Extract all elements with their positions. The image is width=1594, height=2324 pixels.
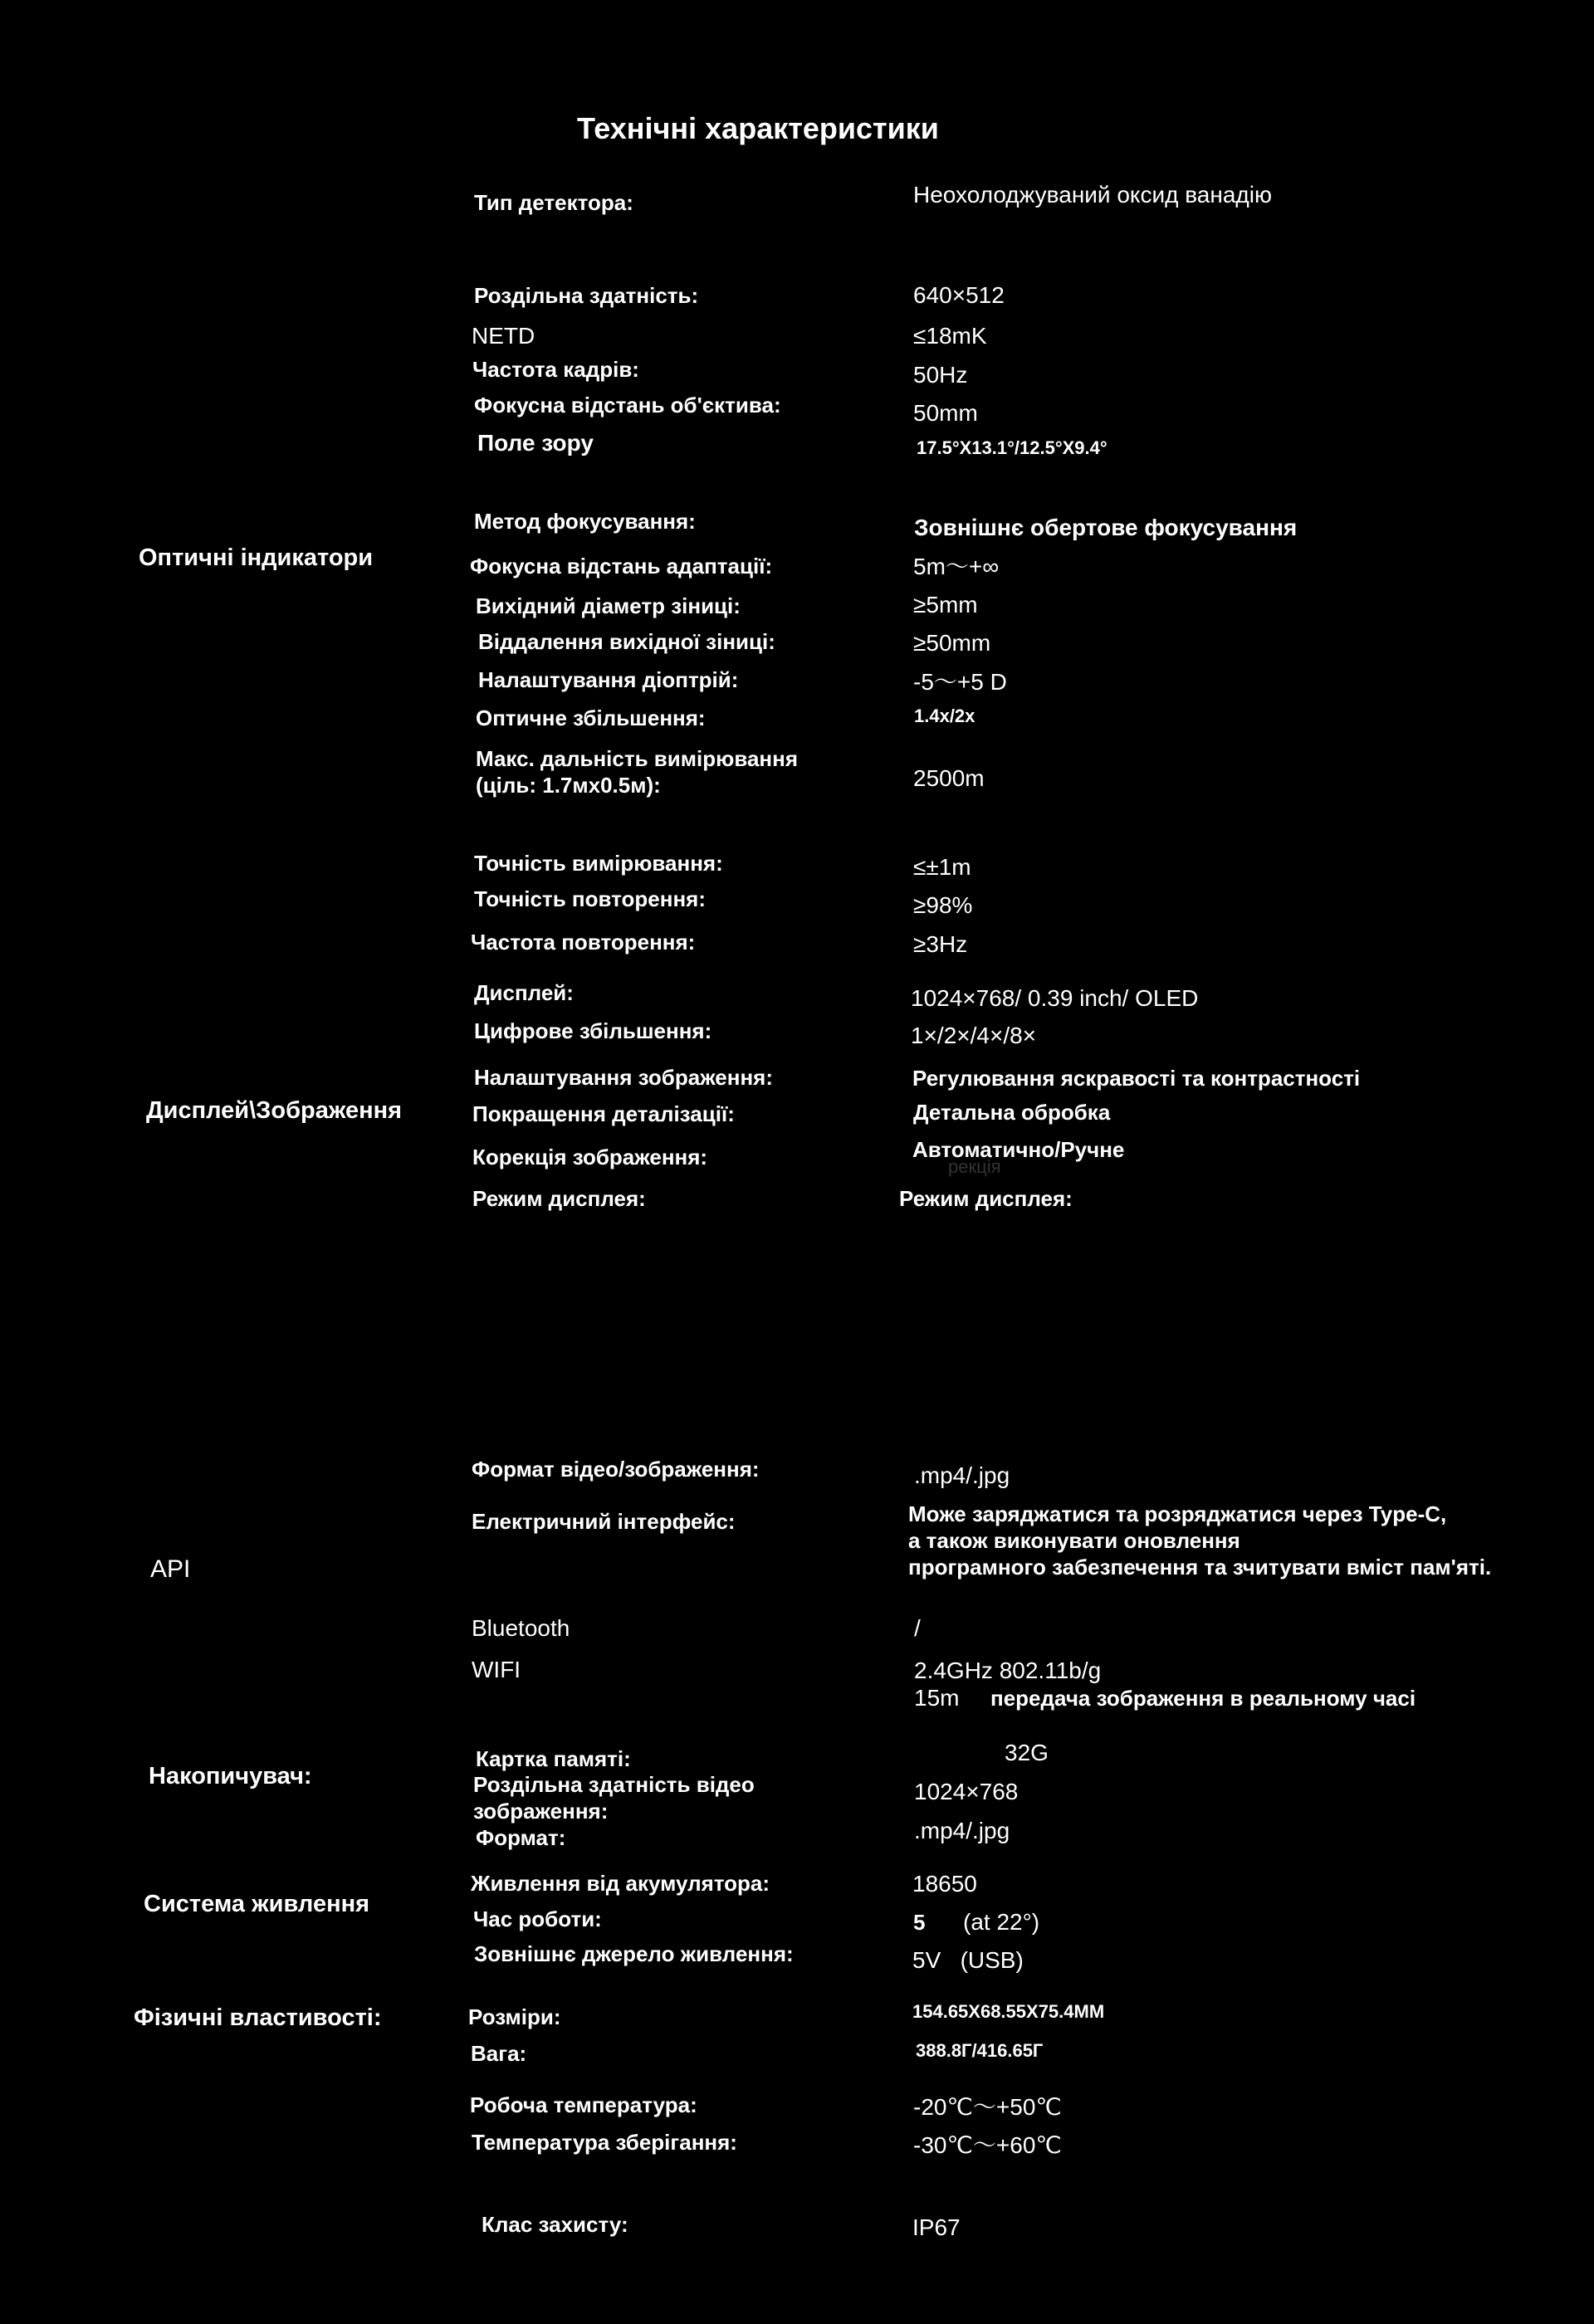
label-repeat-frequency: Частота повторення:	[471, 930, 696, 954]
label-resolution: Роздільна здатність:	[474, 283, 699, 308]
label-exit-pupil-relief: Віддалення вихідної зіниці:	[478, 629, 775, 654]
label-operating-temp: Робоча температура:	[470, 2092, 697, 2117]
label-optical-zoom: Оптичне збільшення:	[476, 706, 706, 730]
section-storage: Накопичувач:	[149, 1763, 312, 1789]
value-frame-rate: 50Hz	[913, 362, 968, 388]
section-power: Система живлення	[144, 1891, 370, 1917]
label-video-resolution: Роздільна здатність відео зображення:	[473, 1772, 755, 1824]
value-runtime-temp: (at 22°)	[963, 1909, 1040, 1935]
page-title: Технічні характеристики	[577, 111, 939, 145]
value-storage-temp: -30℃～+60℃	[913, 2132, 1062, 2158]
label-frame-rate: Частота кадрів:	[472, 357, 639, 382]
value-video-resolution: 1024×768	[914, 1779, 1019, 1804]
value-detector-type: Неохолоджуваний оксид ванадію	[913, 182, 1272, 208]
label-focal-length: Фокусна відстань об'єктива:	[474, 393, 781, 417]
label-digital-zoom: Цифрове збільшення:	[474, 1018, 712, 1043]
label-dimensions: Розміри:	[468, 2004, 561, 2029]
value-exit-pupil-diameter: ≥5mm	[913, 592, 978, 618]
value-wifi-range: 15m	[914, 1685, 960, 1711]
label-diopter: Налаштування діоптрій:	[478, 667, 739, 692]
value-netd: ≤18mK	[913, 323, 987, 349]
label-video-format: Формат відео/зображення:	[472, 1457, 760, 1482]
label-weight: Вага:	[471, 2041, 527, 2066]
value-display: 1024×768/ 0.39 inch/ OLED	[911, 985, 1199, 1011]
label-adapt-focus: Фокусна відстань адаптації:	[470, 554, 773, 579]
label-image-adjust: Налаштування зображення:	[474, 1065, 773, 1090]
value-electrical-interface: Може заряджатися та розряджатися через Type-C, а також виконувати оновлення програмного забезпечення та зчитувати вміст пам'яті.	[908, 1501, 1492, 1579]
value-resolution: 640×512	[913, 282, 1005, 308]
value-wifi: 2.4GHz 802.11b/g	[914, 1658, 1102, 1683]
value-dimensions: 154.65X68.55X75.4MM	[912, 2001, 1105, 2022]
section-optical: Оптичні індикатори	[139, 544, 374, 571]
label-repeat-accuracy: Точність повторення:	[474, 886, 706, 911]
label-battery: Живлення від акумулятора:	[471, 1871, 770, 1896]
label-exit-pupil-diameter: Вихідний діаметр зіниці:	[476, 593, 741, 618]
value-accuracy: ≤±1m	[913, 854, 971, 880]
value-fov: 17.5°X13.1°/12.5°X9.4°	[917, 437, 1107, 458]
value-format: .mp4/.jpg	[914, 1818, 1010, 1843]
label-protection-class: Клас захисту:	[482, 2212, 628, 2237]
value-weight: 388.8Г/416.65Г	[916, 2040, 1044, 2061]
value-diopter: -5～+5 D	[913, 669, 1007, 695]
value-digital-zoom: 1×/2×/4×/8×	[911, 1023, 1037, 1048]
value-battery: 18650	[912, 1871, 977, 1897]
value-display-mode: Режим дисплея:	[899, 1186, 1073, 1211]
value-external-power: 5V (USB)	[912, 1947, 1024, 1973]
label-focus-method: Метод фокусування:	[474, 509, 696, 534]
label-display-mode: Режим дисплея:	[472, 1186, 646, 1211]
label-bluetooth: Bluetooth	[472, 1615, 570, 1641]
image-correction-overlap-fragment: рекція	[948, 1156, 1001, 1177]
label-detail-enhance: Покращення деталізації:	[472, 1101, 735, 1126]
label-netd: NETD	[472, 323, 535, 349]
value-repeat-accuracy: ≥98%	[913, 892, 973, 918]
value-video-format: .mp4/.jpg	[914, 1462, 1010, 1488]
value-focal-length: 50mm	[913, 400, 978, 426]
label-fov: Поле зору	[477, 430, 594, 456]
section-display: Дисплей\Зображення	[146, 1097, 403, 1124]
value-detail-enhance: Детальна обробка	[913, 1100, 1111, 1125]
section-api: API	[150, 1555, 191, 1583]
label-image-correction: Корекція зображення:	[472, 1145, 708, 1169]
value-focus-method: Зовнішнє обертове фокусування	[914, 515, 1298, 540]
value-exit-pupil-relief: ≥50mm	[913, 630, 991, 656]
value-max-range: 2500m	[913, 765, 985, 791]
label-wifi: WIFI	[472, 1657, 521, 1682]
label-storage-temp: Температура зберігання:	[472, 2130, 737, 2155]
label-accuracy: Точність вимірювання:	[474, 851, 723, 876]
label-max-range: Макс. дальність вимірювання (ціль: 1.7мх0.5м):	[476, 746, 798, 798]
value-adapt-focus: 5m～+∞	[913, 554, 1000, 579]
label-format: Формат:	[476, 1825, 566, 1850]
label-electrical-interface: Електричний інтерфейс:	[472, 1509, 736, 1534]
value-memory-card: 32G	[1005, 1740, 1049, 1765]
label-memory-card: Картка памяті:	[476, 1746, 631, 1771]
value-bluetooth: /	[914, 1615, 921, 1641]
value-runtime: 5	[913, 1910, 926, 1935]
label-detector-type: Тип детектора:	[474, 190, 633, 215]
section-physical: Фізичні властивості:	[134, 2004, 382, 2031]
label-display: Дисплей:	[474, 980, 574, 1005]
value-operating-temp: -20℃～+50℃	[913, 2094, 1062, 2120]
value-wifi-realtime: передача зображення в реальному часі	[990, 1686, 1416, 1711]
value-image-correction: Автоматично/Ручне	[912, 1137, 1125, 1162]
label-external-power: Зовнішнє джерело живлення:	[474, 1941, 794, 1966]
value-protection-class: IP67	[912, 2214, 961, 2240]
value-optical-zoom: 1.4x/2x	[914, 706, 975, 726]
label-runtime: Час роботи:	[473, 1907, 602, 1931]
value-repeat-frequency: ≥3Hz	[913, 931, 968, 957]
value-image-adjust: Регулювання яскравості та контрастності	[912, 1066, 1361, 1091]
